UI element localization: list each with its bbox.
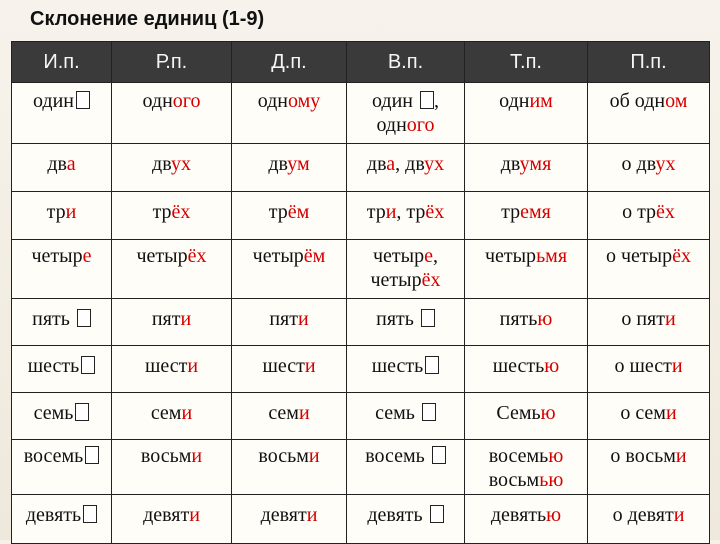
table-row <box>12 393 710 440</box>
cell-vp: девять <box>347 495 465 544</box>
cell-dp: семи <box>232 393 347 440</box>
cell-pp: о двух <box>588 144 710 192</box>
cell-vp: один , одного <box>347 83 465 144</box>
table-row <box>12 192 710 240</box>
cell-vp: три, трёх <box>347 192 465 240</box>
table-row <box>12 346 710 393</box>
cell-rp: семи <box>112 393 232 440</box>
cell-pp: о восьми <box>588 440 710 495</box>
table-row <box>12 83 710 144</box>
cell-tp: шестью <box>465 346 588 393</box>
cell-pp: о девяти <box>588 495 710 544</box>
cell-vp: восемь <box>347 440 465 495</box>
cell-rp: девяти <box>112 495 232 544</box>
table-header-row <box>12 42 710 83</box>
cell-rp: восьми <box>112 440 232 495</box>
cell-pp: о шести <box>588 346 710 393</box>
blank-box-icon <box>75 403 89 421</box>
cell-pp: о пяти <box>588 299 710 346</box>
cell-dp: четырём <box>232 240 347 299</box>
table-row <box>12 299 710 346</box>
cell-vp: два, двух <box>347 144 465 192</box>
blank-box-icon <box>77 309 91 327</box>
header-cell: П.п. <box>588 42 710 83</box>
cell-rp: трёх <box>112 192 232 240</box>
cell-im: один <box>12 83 112 144</box>
cell-im: четыре <box>12 240 112 299</box>
blank-box-icon <box>81 356 95 374</box>
blank-box-icon <box>425 356 439 374</box>
table-row <box>12 440 710 495</box>
table-row <box>12 240 710 299</box>
blank-box-icon <box>421 309 435 327</box>
cell-im: два <box>12 144 112 192</box>
cell-dp: пяти <box>232 299 347 346</box>
cell-pp: о четырёх <box>588 240 710 299</box>
blank-box-icon <box>85 446 99 464</box>
table-row <box>12 495 710 544</box>
declension-table <box>11 41 710 544</box>
cell-tp: одним <box>465 83 588 144</box>
cell-tp: двумя <box>465 144 588 192</box>
cell-pp: о семи <box>588 393 710 440</box>
cell-pp: о трёх <box>588 192 710 240</box>
cell-vp: семь <box>347 393 465 440</box>
table-row <box>12 144 710 192</box>
cell-tp: восемью восьмью <box>465 440 588 495</box>
cell-vp: шесть <box>347 346 465 393</box>
cell-tp: тремя <box>465 192 588 240</box>
cell-dp: шести <box>232 346 347 393</box>
cell-dp: одному <box>232 83 347 144</box>
cell-tp: четырьмя <box>465 240 588 299</box>
cell-im: восемь <box>12 440 112 495</box>
cell-dp: двум <box>232 144 347 192</box>
header-cell: В.п. <box>347 42 465 83</box>
cell-tp: девятью <box>465 495 588 544</box>
cell-rp: шести <box>112 346 232 393</box>
header-cell: Р.п. <box>112 42 232 83</box>
cell-dp: девяти <box>232 495 347 544</box>
cell-vp: пять <box>347 299 465 346</box>
cell-rp: одного <box>112 83 232 144</box>
header-cell: Т.п. <box>465 42 588 83</box>
cell-dp: восьми <box>232 440 347 495</box>
page-title: Склонение единиц (1-9) <box>30 8 265 30</box>
cell-tp: пятью <box>465 299 588 346</box>
cell-rp: четырёх <box>112 240 232 299</box>
cell-im: девять <box>12 495 112 544</box>
cell-im: пять <box>12 299 112 346</box>
cell-tp: Семью <box>465 393 588 440</box>
header-cell: Д.п. <box>232 42 347 83</box>
header-cell: И.п. <box>12 42 112 83</box>
blank-box-icon <box>83 505 97 523</box>
cell-rp: двух <box>112 144 232 192</box>
cell-dp: трём <box>232 192 347 240</box>
blank-box-icon <box>76 91 90 109</box>
blank-box-icon <box>420 91 434 109</box>
blank-box-icon <box>430 505 444 523</box>
blank-box-icon <box>432 446 446 464</box>
cell-im: семь <box>12 393 112 440</box>
cell-pp: об одном <box>588 83 710 144</box>
cell-vp: четыре, четырёх <box>347 240 465 299</box>
cell-im: шесть <box>12 346 112 393</box>
cell-im: три <box>12 192 112 240</box>
cell-rp: пяти <box>112 299 232 346</box>
blank-box-icon <box>422 403 436 421</box>
